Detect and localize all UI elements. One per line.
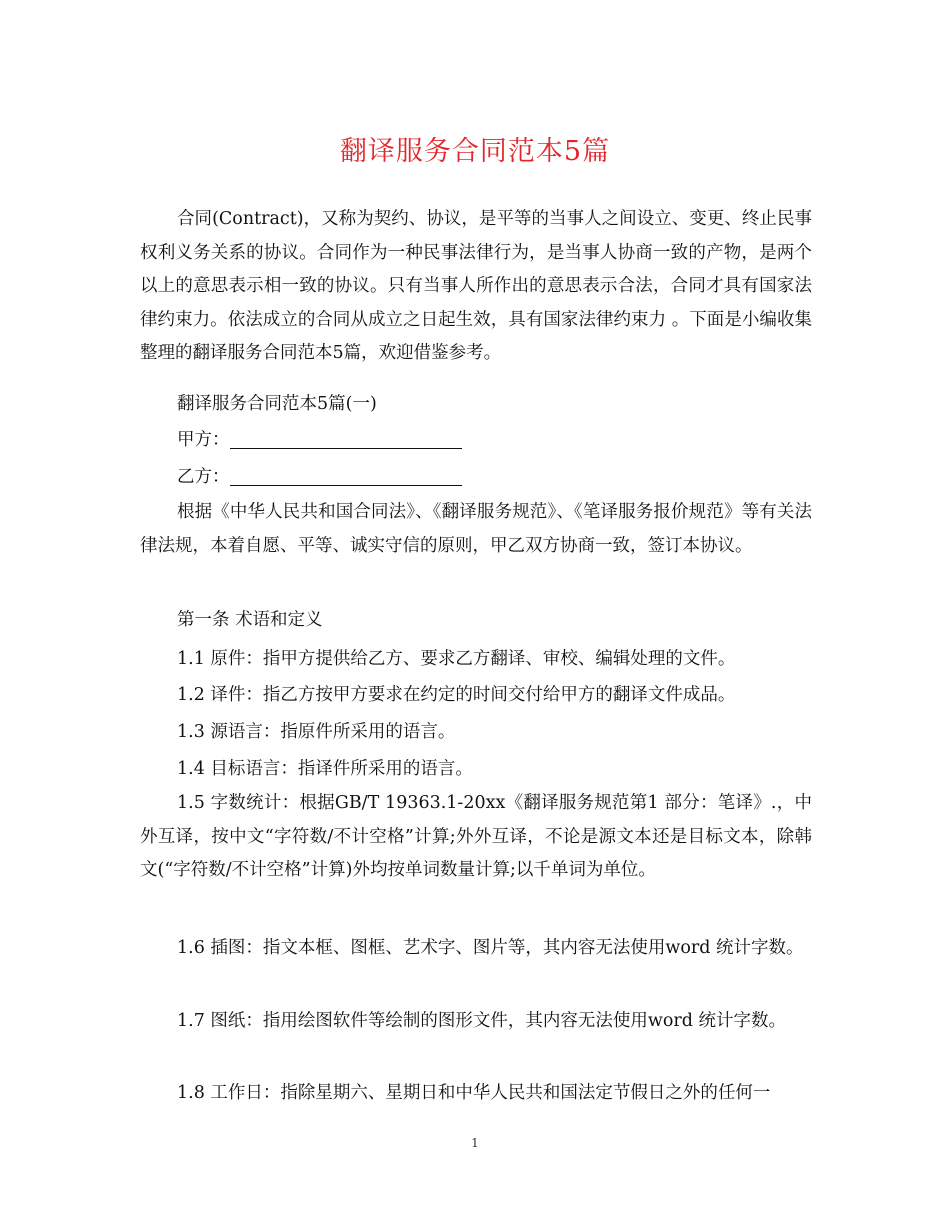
article-1-heading: 第一条 术语和定义 xyxy=(177,610,323,630)
party-b-label: 乙方： xyxy=(177,467,230,487)
clause-1-7: 1.7 图纸：指用绘图软件等绘制的图形文件，其内容无法使用word 统计字数。 xyxy=(177,1011,787,1031)
clause-1-2: 1.2 译件：指乙方按甲方要求在约定的时间交付给甲方的翻译文件成品。 xyxy=(177,685,736,705)
page-number: 1 xyxy=(471,1136,479,1150)
clause-1-5: 1.5 字数统计：根据GB/T 19363.1-20xx《翻译服务规范第1 部分：笔译》.，中外互译，按中文“字符数/不计空格”计算;外外互译，不论是源文本还是目标文本，除韩文(“字符数/不计空格”计算)外均按单词数量计算;以千单词为单位。 xyxy=(140,793,812,880)
clause-1-8: 1.8 工作日：指除星期六、星期日和中华人民共和国法定节假日之外的任何一 xyxy=(177,1083,771,1103)
party-b-blank xyxy=(230,463,462,486)
document-title: 翻译服务合同范本5篇 xyxy=(339,136,611,167)
party-a-blank xyxy=(230,426,462,449)
clause-1-4: 1.4 目标语言：指译件所采用的语言。 xyxy=(177,759,473,779)
basis-paragraph: 根据《中华人民共和国合同法》、《翻译服务规范》、《笔译服务报价规范》等有关法律法规，本着自愿、平等、诚实守信的原则，甲乙双方协商一致，签订本协议。 xyxy=(140,502,812,556)
clause-1-6: 1.6 插图：指文本框、图框、艺术字、图片等，其内容无法使用word 统计字数。 xyxy=(177,938,804,958)
intro-paragraph: 合同(Contract)，又称为契约、协议，是平等的当事人之间设立、变更、终止民事权利义务关系的协议。合同作为一种民事法律行为，是当事人协商一致的产物，是两个以上的意思表示相一致的协议。只有当事人所作出的意思表示合法，合同才具有国家法律约束力。依法成立的合同从成立之日起生效，具有国家法律约束力 。下面是小编收集整理的翻译服务合同范本5篇，欢迎借鉴参考。 xyxy=(140,209,812,363)
party-a-label: 甲方： xyxy=(177,430,230,450)
party-b-line xyxy=(177,461,812,495)
party-a-line xyxy=(177,424,812,458)
section-heading: 翻译服务合同范本5篇(一) xyxy=(177,394,377,414)
clause-1-3: 1.3 源语言：指原件所采用的语言。 xyxy=(177,722,456,742)
clause-1-1: 1.1 原件：指甲方提供给乙方、要求乙方翻译、审校、编辑处理的文件。 xyxy=(177,649,736,669)
